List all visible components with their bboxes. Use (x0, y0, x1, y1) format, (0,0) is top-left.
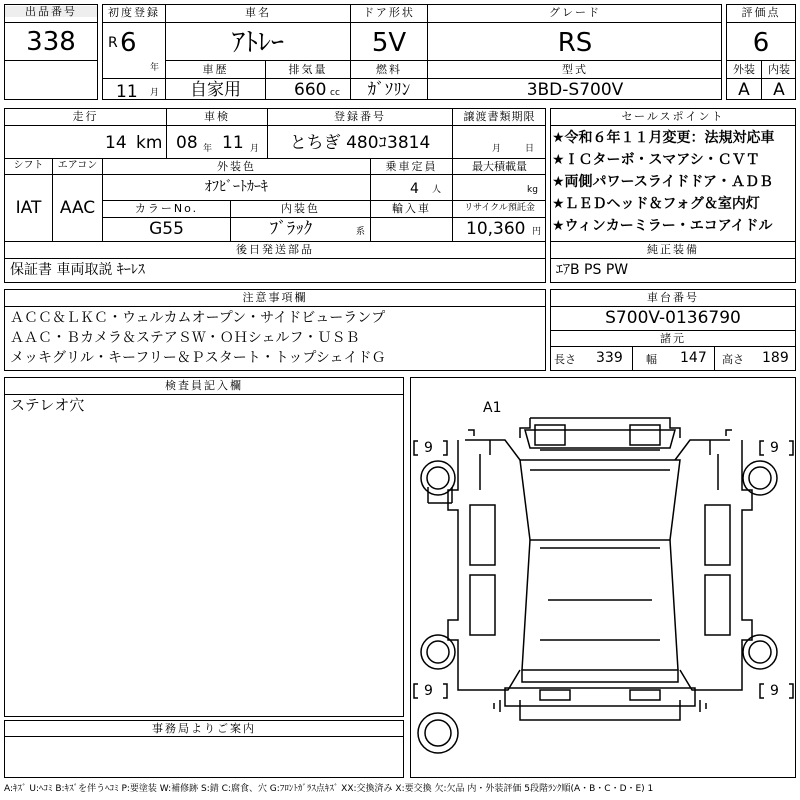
tire-tread-front-right: 9 (770, 440, 779, 456)
displacement-label: 排気量 (288, 63, 328, 76)
model-label: 型式 (562, 63, 588, 76)
transfer-label: 譲渡書類期限 (463, 110, 536, 123)
door-type: 5V (371, 28, 407, 58)
chassis-title: 車台番号 (647, 291, 699, 304)
sales-point-5: ★ウィンカーミラー・エコアイドル (552, 218, 773, 234)
shift: IAT (15, 198, 42, 218)
exterior-label: 外装 (733, 63, 755, 76)
note-line-3: メッキグリル・キーフリー＆Ｐスタート・トップシェイドＧ (10, 350, 386, 366)
mileage-unit: km (136, 133, 163, 153)
sales-point-2: ★ＩＣターボ・スマアシ・ＣＶＴ (552, 152, 760, 168)
later-parts-title: 後日発送部品 (236, 243, 314, 256)
color-no-label: カラーNo. (134, 202, 199, 215)
reg-year: 6 (120, 28, 137, 58)
capacity-label: 乗車定員 (385, 160, 438, 173)
ac-label: エアコン (57, 160, 98, 171)
later-parts: 保証書 車両取説 ｷｰﾚｽ (10, 262, 145, 278)
sales-point-4: ★ＬＥＤヘッド＆フォグ＆室内灯 (552, 196, 760, 212)
height: 189 (762, 350, 789, 366)
tire-tread-rear-left: 9 (424, 683, 433, 699)
reg-month: 11 (116, 82, 138, 102)
tire-tread-rear-right: 9 (770, 683, 779, 699)
interior-label: 内装 (768, 63, 790, 76)
transfer-day-unit: 日 (525, 144, 535, 154)
sales-points-title: セールスポイント (621, 110, 725, 123)
color-no: G55 (149, 219, 184, 239)
history-label: 車歴 (202, 63, 229, 76)
int-color-label: 内装色 (281, 202, 320, 215)
car-name: ｱﾄﾚｰ (231, 28, 284, 58)
office-title: 事務局よりご案内 (152, 722, 256, 735)
lot-number-label: 出品番号 (5, 6, 97, 17)
import-label: 輸入車 (392, 202, 431, 215)
inspection-year-unit: 年 (203, 144, 213, 154)
mileage: 14 (105, 133, 127, 153)
displacement-unit: cc (330, 88, 340, 98)
inspection-month-unit: 月 (250, 144, 260, 154)
width-label: 幅 (646, 353, 657, 366)
inspector-title: 検査員記入欄 (165, 379, 243, 392)
recycle-unit: 円 (532, 227, 542, 237)
air-con: AAC (59, 198, 96, 218)
note-line-1: ＡＣＣ＆ＬＫＣ・ウェルカムオープン・サイドビューランプ (10, 310, 386, 326)
note-line-2: ＡＡＣ・Ｂカメラ＆ステアＳＷ・ＯＨシェルフ・ＵＳＢ (10, 330, 360, 346)
load-label: 最大積載量 (472, 160, 527, 173)
height-label: 高さ (722, 353, 744, 366)
first-reg-label: 初度登録 (108, 6, 160, 19)
ext-color-label: 外装色 (217, 160, 256, 173)
genuine-equipment: ｴｱB PS PW (556, 262, 629, 278)
int-color: ﾌﾞﾗｯｸ (269, 219, 313, 239)
tire-tread-front-left: 9 (424, 440, 433, 456)
overall-score: 6 (752, 28, 770, 58)
history: 自家用 (190, 80, 241, 100)
inspection-label: 車検 (204, 110, 230, 123)
length-label: 長さ (554, 353, 576, 366)
recycle-fee: 10,360 (466, 219, 526, 239)
grade-label: グレード (549, 6, 601, 19)
transfer-month-unit: 月 (492, 144, 502, 154)
inspection-month: 11 (222, 133, 244, 153)
interior-grade: A (773, 80, 785, 100)
chassis-number: S700V-0136790 (605, 308, 741, 328)
model-code: 3BD-S700V (526, 80, 624, 100)
recycle-label: リサイクル預託金 (464, 203, 535, 213)
year-unit: 年 (150, 63, 160, 73)
genuine-equipment-title: 純正装備 (647, 243, 699, 256)
door-label: ドア形状 (363, 6, 415, 19)
exterior-grade: A (738, 80, 750, 100)
legend-footer: A:ｷｽﾞ U:ﾍｺﾐ B:ｷｽﾞを伴うﾍｺﾐ P:要塗装 W:補修跡 S:錆 C:腐食、穴 G:ﾌﾛﾝﾄｶﾞﾗｽ点ｷｽﾞ XX:交換済み X:要交換 欠:欠品 内・外装評価 5段階ﾗﾝｸ順(A・B・C・D・E) 1 (4, 784, 654, 794)
plate-number: とちぎ 480ｺ3814 (289, 133, 431, 153)
capacity-unit: 人 (432, 185, 442, 195)
int-color-unit: 系 (356, 227, 366, 237)
load-unit: kg (527, 185, 538, 195)
inspector-note: ステレオ穴 (10, 396, 85, 414)
capacity: 4 (410, 181, 419, 197)
damage-mark: A1 (483, 400, 502, 416)
month-unit: 月 (150, 88, 160, 98)
era: R (108, 35, 118, 51)
plate-label: 登録番号 (334, 110, 386, 123)
lot-number: 338 (26, 27, 76, 57)
inspection-year: 08 (176, 133, 198, 153)
sales-point-1: ★令和６年１１月変更：法規対応車 (552, 130, 775, 146)
fuel: ｶﾞｿﾘﾝ (367, 80, 411, 100)
width: 147 (680, 350, 707, 366)
mileage-label: 走行 (72, 110, 99, 123)
grade: RS (557, 28, 593, 58)
sales-point-3: ★両側パワースライドドア・ＡＤＢ (552, 174, 774, 190)
score-label: 評価点 (741, 6, 781, 19)
ext-color: ｵﾌﾋﾞｰﾄｶｰｷ (205, 179, 268, 195)
displacement: 660 (294, 80, 327, 100)
spec-title: 諸元 (660, 332, 686, 345)
car-name-label: 車名 (245, 6, 271, 19)
fuel-label: 燃料 (376, 63, 402, 76)
shift-label: シフト (13, 160, 44, 171)
length: 339 (596, 350, 623, 366)
notes-title: 注意事項欄 (242, 291, 308, 304)
